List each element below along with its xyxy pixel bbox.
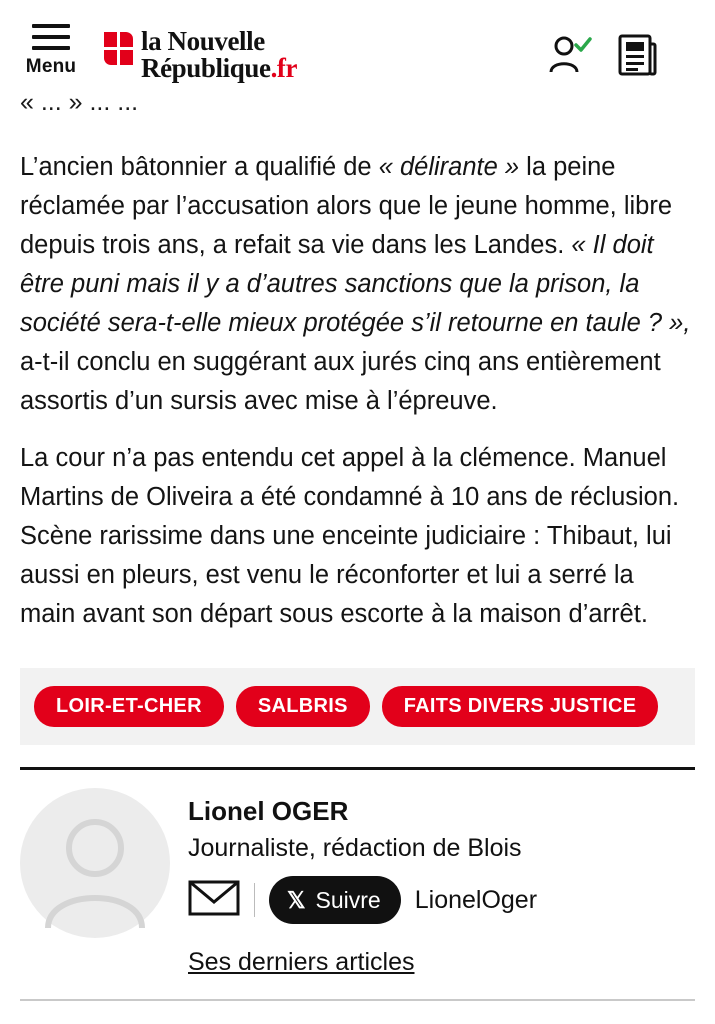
author-info (188, 788, 537, 938)
author-role: Journaliste, rédaction de Blois (188, 834, 522, 862)
paragraph-part-italic: « Il doit être puni mais il y a d’autres sanctions que la prison, la société sera-t-elle mieux protégée s’il retourne en taule ? », (20, 231, 691, 337)
menu-label: Menu (25, 56, 77, 77)
paragraph-part-italic: « délirante » (378, 153, 520, 181)
follow-label: Suivre (315, 886, 381, 913)
tag-item[interactable]: SALBRIS (236, 686, 370, 727)
logo-line-1: la Nouvelle (141, 26, 265, 56)
logo-tld: .fr (270, 53, 298, 83)
logo-line-2: République (141, 53, 271, 83)
site-logo[interactable] (104, 18, 297, 82)
action-separator (254, 883, 255, 917)
envelope-icon[interactable] (188, 879, 240, 922)
author-handle: LionelOger (414, 885, 538, 914)
tag-item[interactable]: FAITS DIVERS JUSTICE (382, 686, 659, 727)
author-name: Lionel OGER (188, 796, 349, 826)
avatar (20, 788, 170, 938)
hamburger-icon (32, 24, 70, 50)
x-logo-icon: 𝕏 (287, 886, 306, 913)
logo-mark-icon (104, 32, 134, 66)
author-actions (188, 876, 537, 924)
article-body (0, 88, 715, 745)
paragraph-part: a-t-il conclu en suggérant aux jurés cinq ans entièrement assortis d’un sursis avec mise à l’épreuve. (20, 348, 661, 415)
last-articles-link[interactable]: Ses derniers articles (188, 948, 415, 976)
bottom-rule (20, 999, 695, 1001)
newspaper-icon[interactable] (617, 32, 657, 83)
tag-item[interactable]: LOIR-ET-CHER (34, 686, 224, 727)
paragraph-part: L’ancien bâtonnier a qualifié de (20, 153, 379, 181)
clipped-previous-line: « ... » ... ... (20, 88, 139, 116)
article-paragraph (20, 148, 695, 421)
paragraph-part: la peine réclamée par l’accusation alors que le jeune homme, libre depuis trois ans, a refait sa vie dans les Landes. (20, 153, 673, 259)
logo-text (141, 28, 297, 82)
tag-list (20, 668, 695, 745)
follow-button[interactable] (269, 876, 401, 924)
article-paragraph (20, 439, 695, 634)
menu-button[interactable] (20, 18, 82, 78)
header-icon-group (545, 18, 695, 83)
account-check-icon[interactable] (545, 32, 591, 83)
author-block (0, 770, 715, 938)
paragraph-part: La cour n’a pas entendu cet appel à la clémence. Manuel Martins de Oliveira a été condamné à 10 ans de réclusion. Scène rarissime dans une enceinte judiciaire : Thibaut, lui aussi en pleurs, est venu le réconforter et lui a serré la main avant son départ sous escorte à la maison d’arrêt. (20, 444, 680, 628)
